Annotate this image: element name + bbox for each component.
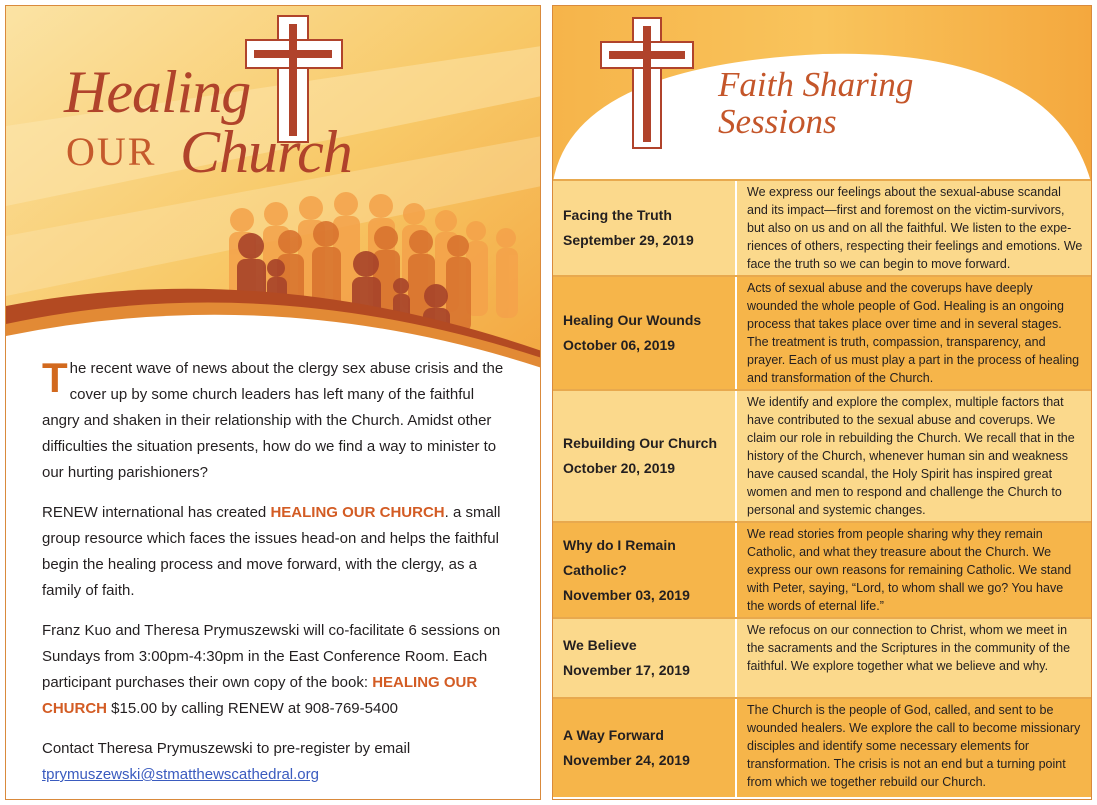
sessions-title-line1: Faith Sharing	[718, 65, 914, 104]
title-church: Church	[180, 119, 352, 185]
healing-our-church-flyer	[5, 5, 541, 800]
sessions-title	[718, 66, 913, 140]
session-date: October 20, 2019	[563, 460, 676, 476]
session-heading	[553, 181, 737, 275]
session-description: We express our feelings about the sexual-abuse scandal and its impact—first and foremost on the victim-survivors, but also on us and on all the faithful. We listen to the expe-riences of others, respecting their feelings and emotions. We face the truth so we can begin to move forward.	[747, 185, 1083, 271]
renew-text-b: . a small group resource which faces the issues head-on and helps the faithful begin the healing process and move forward, with the clergy, as a family of faith.	[42, 504, 501, 599]
session-title: A Way Forward	[563, 727, 664, 743]
session-row	[553, 521, 1091, 617]
email-link[interactable]: tprymuszewski@stmatthewscathedral.org	[42, 766, 319, 783]
session-title: Rebuilding Our Church	[563, 435, 717, 451]
title-our: OUR	[66, 129, 157, 174]
session-row	[553, 179, 1091, 275]
session-title: Why do I Remain Catholic?	[563, 536, 676, 578]
sessions-table	[553, 179, 1091, 797]
session-date: October 06, 2019	[563, 337, 676, 353]
contact-text: Contact Theresa Prymuszewski to pre-register by email	[42, 740, 411, 757]
session-row	[553, 389, 1091, 521]
schedule-text-b: $15.00 by calling RENEW at 908-769-5400	[107, 700, 399, 717]
session-description: We identify and explore the complex, multiple factors that have contributed to the sexual abuse and coverups. We claim our role in rebuilding the Church. We recall that in the history of the Church, whenever human sin and weakness have caused scandal, the Holy Spirit has inspired great women and men to respond and challenge the Church to personal and systemic changes.	[747, 395, 1075, 517]
session-title: Healing Our Wounds	[563, 312, 702, 328]
session-date: September 29, 2019	[563, 232, 694, 248]
session-heading	[553, 619, 737, 697]
schedule-text-a: Franz Kuo and Theresa Prymuszewski will co-facilitate 6 sessions on Sundays from 3:00pm-4:30pm in the East Conference Room. Each participant purchases their own copy of the book:	[42, 622, 501, 691]
session-heading	[553, 277, 737, 389]
flyer-body	[42, 356, 514, 788]
session-date: November 17, 2019	[563, 662, 690, 678]
session-description: We refocus on our connection to Christ, whom we meet in the sacraments and the Scriptures in the community of the faithful. We explore together what we believe and why.	[747, 623, 1071, 673]
session-row	[553, 697, 1091, 797]
session-date: November 24, 2019	[563, 752, 690, 768]
session-heading	[553, 523, 737, 617]
session-row	[553, 617, 1091, 697]
renew-text-a: RENEW international has created	[42, 504, 271, 521]
session-title: We Believe	[563, 637, 637, 653]
session-title: Facing the Truth	[563, 207, 672, 223]
session-description: We read stories from people sharing why they remain Catholic, and what they treasure about the Church. We express our own reasons for remaining Catholic. We stand with Peter, saying, “Lord, to whom shall we go? You have the words of eternal life.”	[747, 527, 1072, 613]
schedule-paragraph	[42, 618, 514, 722]
title-healing: Healing	[64, 59, 251, 125]
session-date: November 03, 2019	[563, 586, 690, 603]
faith-sharing-sessions-panel	[552, 5, 1092, 800]
book-title-highlight: HEALING OUR CHURCH	[42, 674, 478, 717]
session-description: Acts of sexual abuse and the coverups have deeply wounded the whole people of God. Healing is an ongoing process that takes place over time and in several stages. The treatment is truth, compassion, transparency, and prayer. Each of us must play a part in the process of healing and transformation of the Church.	[747, 281, 1080, 385]
sessions-title-line2: Sessions	[718, 102, 837, 141]
session-heading	[553, 699, 737, 797]
intro-text: he recent wave of news about the clergy sex abuse crisis and the cover up by some church leaders has left many of the faithful angry and shaken in their relationship with the Church. Amidst other difficulties the situation presents, how do we find a way to minister to our hurting parishioners?	[42, 360, 504, 481]
intro-paragraph	[42, 356, 514, 486]
book-title-highlight: HEALING OUR CHURCH	[270, 504, 445, 521]
contact-paragraph	[42, 736, 514, 788]
session-row	[553, 275, 1091, 389]
session-heading	[553, 391, 737, 521]
renew-paragraph	[42, 500, 514, 604]
drop-cap: T	[42, 354, 68, 401]
session-description: The Church is the people of God, called, and sent to be wounded healers. We explore the call to become missionary disciples and identify some necessary elements for transformation. The crisis is not an end but a turning point from which we together rebuild our Church.	[747, 703, 1081, 789]
